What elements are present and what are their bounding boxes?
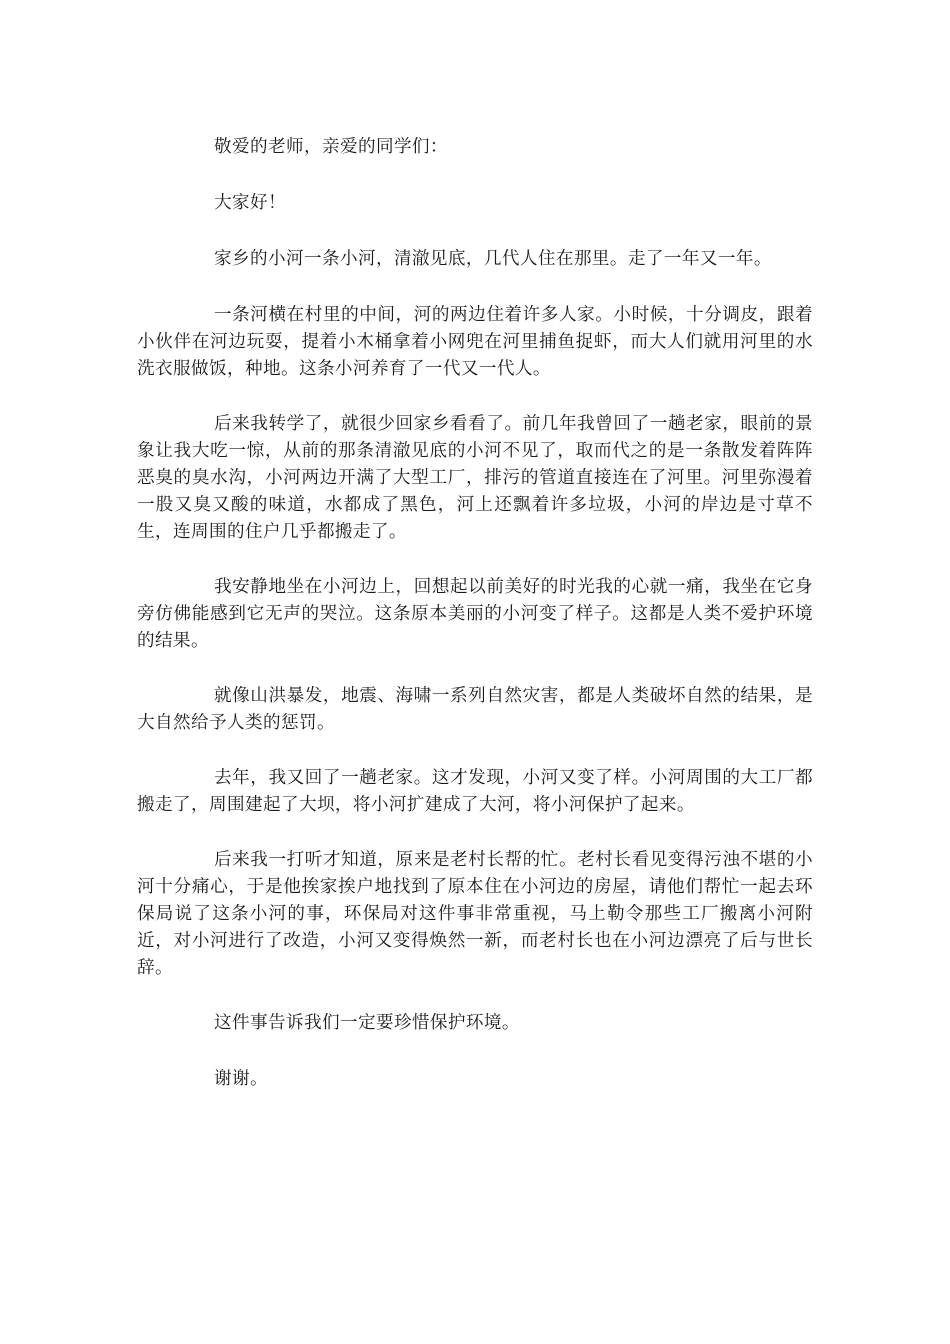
paragraph-sadness: 我安静地坐在小河边上，回想起以前美好的时光我的心就一痛，我坐在它身旁仿佛能感到它无声的哭泣。这条原本美丽的小河变了样子。这都是人类不爱护环境的结果。 bbox=[137, 577, 813, 651]
paragraph-disasters: 就像山洪暴发，地震、海啸一系列自然灾害，都是人类破坏自然的结果，是大自然给予人类的惩罚。 bbox=[137, 686, 813, 733]
speech-text bbox=[137, 134, 813, 1122]
paragraph-last-year: 去年，我又回了一趟老家。这才发现，小河又变了样。小河周围的大工厂都搬走了，周围建起了大坝，将小河扩建成了大河，将小河保护了起来。 bbox=[137, 768, 813, 815]
greeting: 大家好！ bbox=[214, 193, 286, 213]
salutation: 敬爱的老师，亲爱的同学们： bbox=[214, 137, 448, 157]
paragraph-childhood: 一条河横在村里的中间，河的两边住着许多人家。小时候，十分调皮，跟着小伙伴在河边玩耍，提着小木桶拿着小网兜在河里捕鱼捉虾，而大人们就用河里的水洗衣服做饭，种地。这条小河养育了一代又一代人。 bbox=[137, 305, 813, 379]
paragraph-village-chief: 后来我一打听才知道，原来是老村长帮的忙。老村长看见变得污浊不堪的小河十分痛心，于是他挨家挨户地找到了原本住在小河边的房屋，请他们帮忙一起去环保局说了这条小河的事，环保局对这件事非常重视，马上勒令那些工厂搬离小河附近，对小河进行了改造，小河又变得焕然一新，而老村长也在小河边漂亮了后与世长辞。 bbox=[137, 850, 813, 978]
closing-thanks: 谢谢。 bbox=[214, 1069, 268, 1089]
paragraph-pollution: 后来我转学了，就很少回家乡看看了。前几年我曾回了一趟老家，眼前的景象让我大吃一惊，从前的那条清澈见底的小河不见了，取而代之的是一条散发着阵阵恶臭的臭水沟，小河两边开满了大型工厂，排污的管道直接连在了河里。河里弥漫着一股又臭又酸的味道，水都成了黑色，河上还飘着许多垃圾，小河的岸边是寸草不生，连周围的住户几乎都搬走了。 bbox=[137, 414, 813, 542]
paragraph-intro: 家乡的小河一条小河，清澈见底，几代人住在那里。走了一年又一年。 bbox=[214, 249, 772, 269]
paragraph-lesson: 这件事告诉我们一定要珍惜保护环境。 bbox=[214, 1013, 520, 1033]
